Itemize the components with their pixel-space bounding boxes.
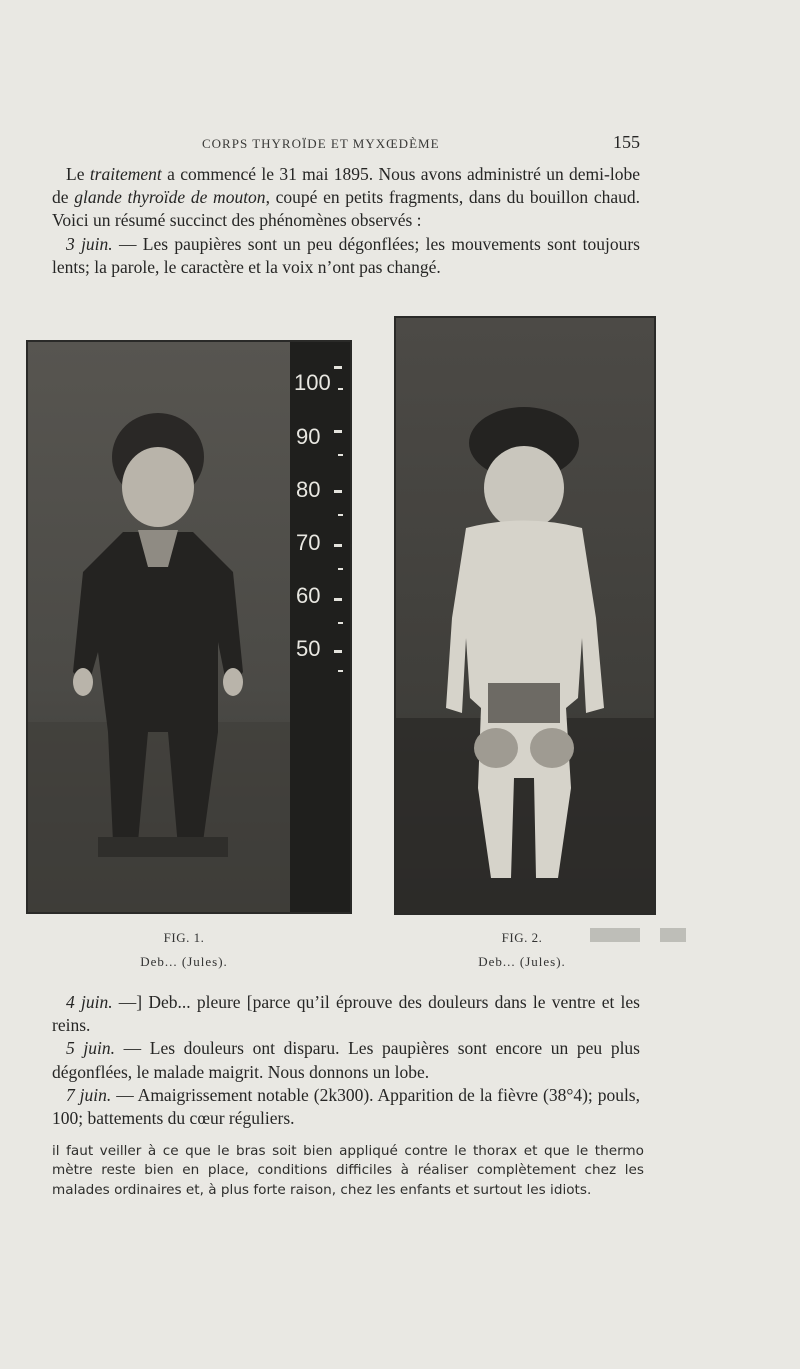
paragraph-june-3 [52,233,640,279]
entry-date: 5 juin. [66,1038,115,1059]
figure-2-photo [394,316,656,915]
entry-text: — Amaigrissement notable (2k300). Apparition de la fièvre (38°4); pouls, 100; battements du cœur réguliers. [52,1084,640,1129]
entry-date: 4 juin. [66,992,113,1012]
figure-2-name: Deb... (Jules). [478,954,566,969]
top-text-block [52,163,640,279]
figure-1-name: Deb... (Jules). [140,954,228,969]
scale-label-50: 50 [296,636,321,661]
scale-label-60: 60 [296,583,321,608]
paragraph-june-5 [52,1037,640,1083]
page-number: 155 [613,132,640,152]
italic-run: traitement [89,164,162,184]
running-title: CORPS THYROÏDE ET MYXŒDÈME [202,136,440,151]
bleed-through-smudge [660,928,686,942]
paragraph-june-4 [52,991,640,1037]
figure-1-photo [26,340,352,914]
entry-text: —] Deb... pleure [parce qu’il éprouve des douleurs dans le ventre et les reins. [52,992,640,1036]
lower-text-block [52,991,640,1130]
entry-date: 7 juin. [66,1084,112,1105]
scale-label-70: 70 [296,530,321,555]
text-run: a commencé le 31 mai 1895. Nous avons administré un demi-lobe de [52,164,640,208]
text-run: , coupé en petits fragments, dans du bouillon chaud. Voici un résumé succinct des phénomènes observés : [52,187,640,231]
scale-label-80: 80 [296,477,321,502]
bleed-through-smudge [590,928,640,942]
entry-date: 3 juin. [66,233,113,254]
figure-1-caption [94,930,274,970]
page-header [52,132,640,156]
italic-run: glande thyroïde de mouton [74,187,266,208]
entry-text: — Les douleurs ont disparu. Les paupières sont encore un peu plus dégonflées, le malade maigrit. Nous donnons un lobe. [52,1038,640,1082]
figure-2-number: FIG. 2. [501,930,543,945]
scale-label-90: 90 [296,424,321,449]
scale-label-100: 100 [294,370,331,395]
paragraph-june-7 [52,1084,640,1130]
figure-2-caption [432,930,612,970]
paragraph-treatment [52,163,640,233]
text-run: Le [66,164,90,184]
footnote: il faut veiller à ce que le bras soit bien appliqué contre le thorax et que le thermo mètre reste bien en place, conditions difficiles à réaliser complètement chez les malades ordinaires et, à plus forte raison, chez les enfants et surtout les idiots. [52,1143,644,1198]
figure-1-number: FIG. 1. [163,930,205,945]
entry-text: — Les paupières sont un peu dégonflées; les mouvements sont toujours lents; la parole, le caractère et la voix n’ont pas changé. [52,233,640,277]
